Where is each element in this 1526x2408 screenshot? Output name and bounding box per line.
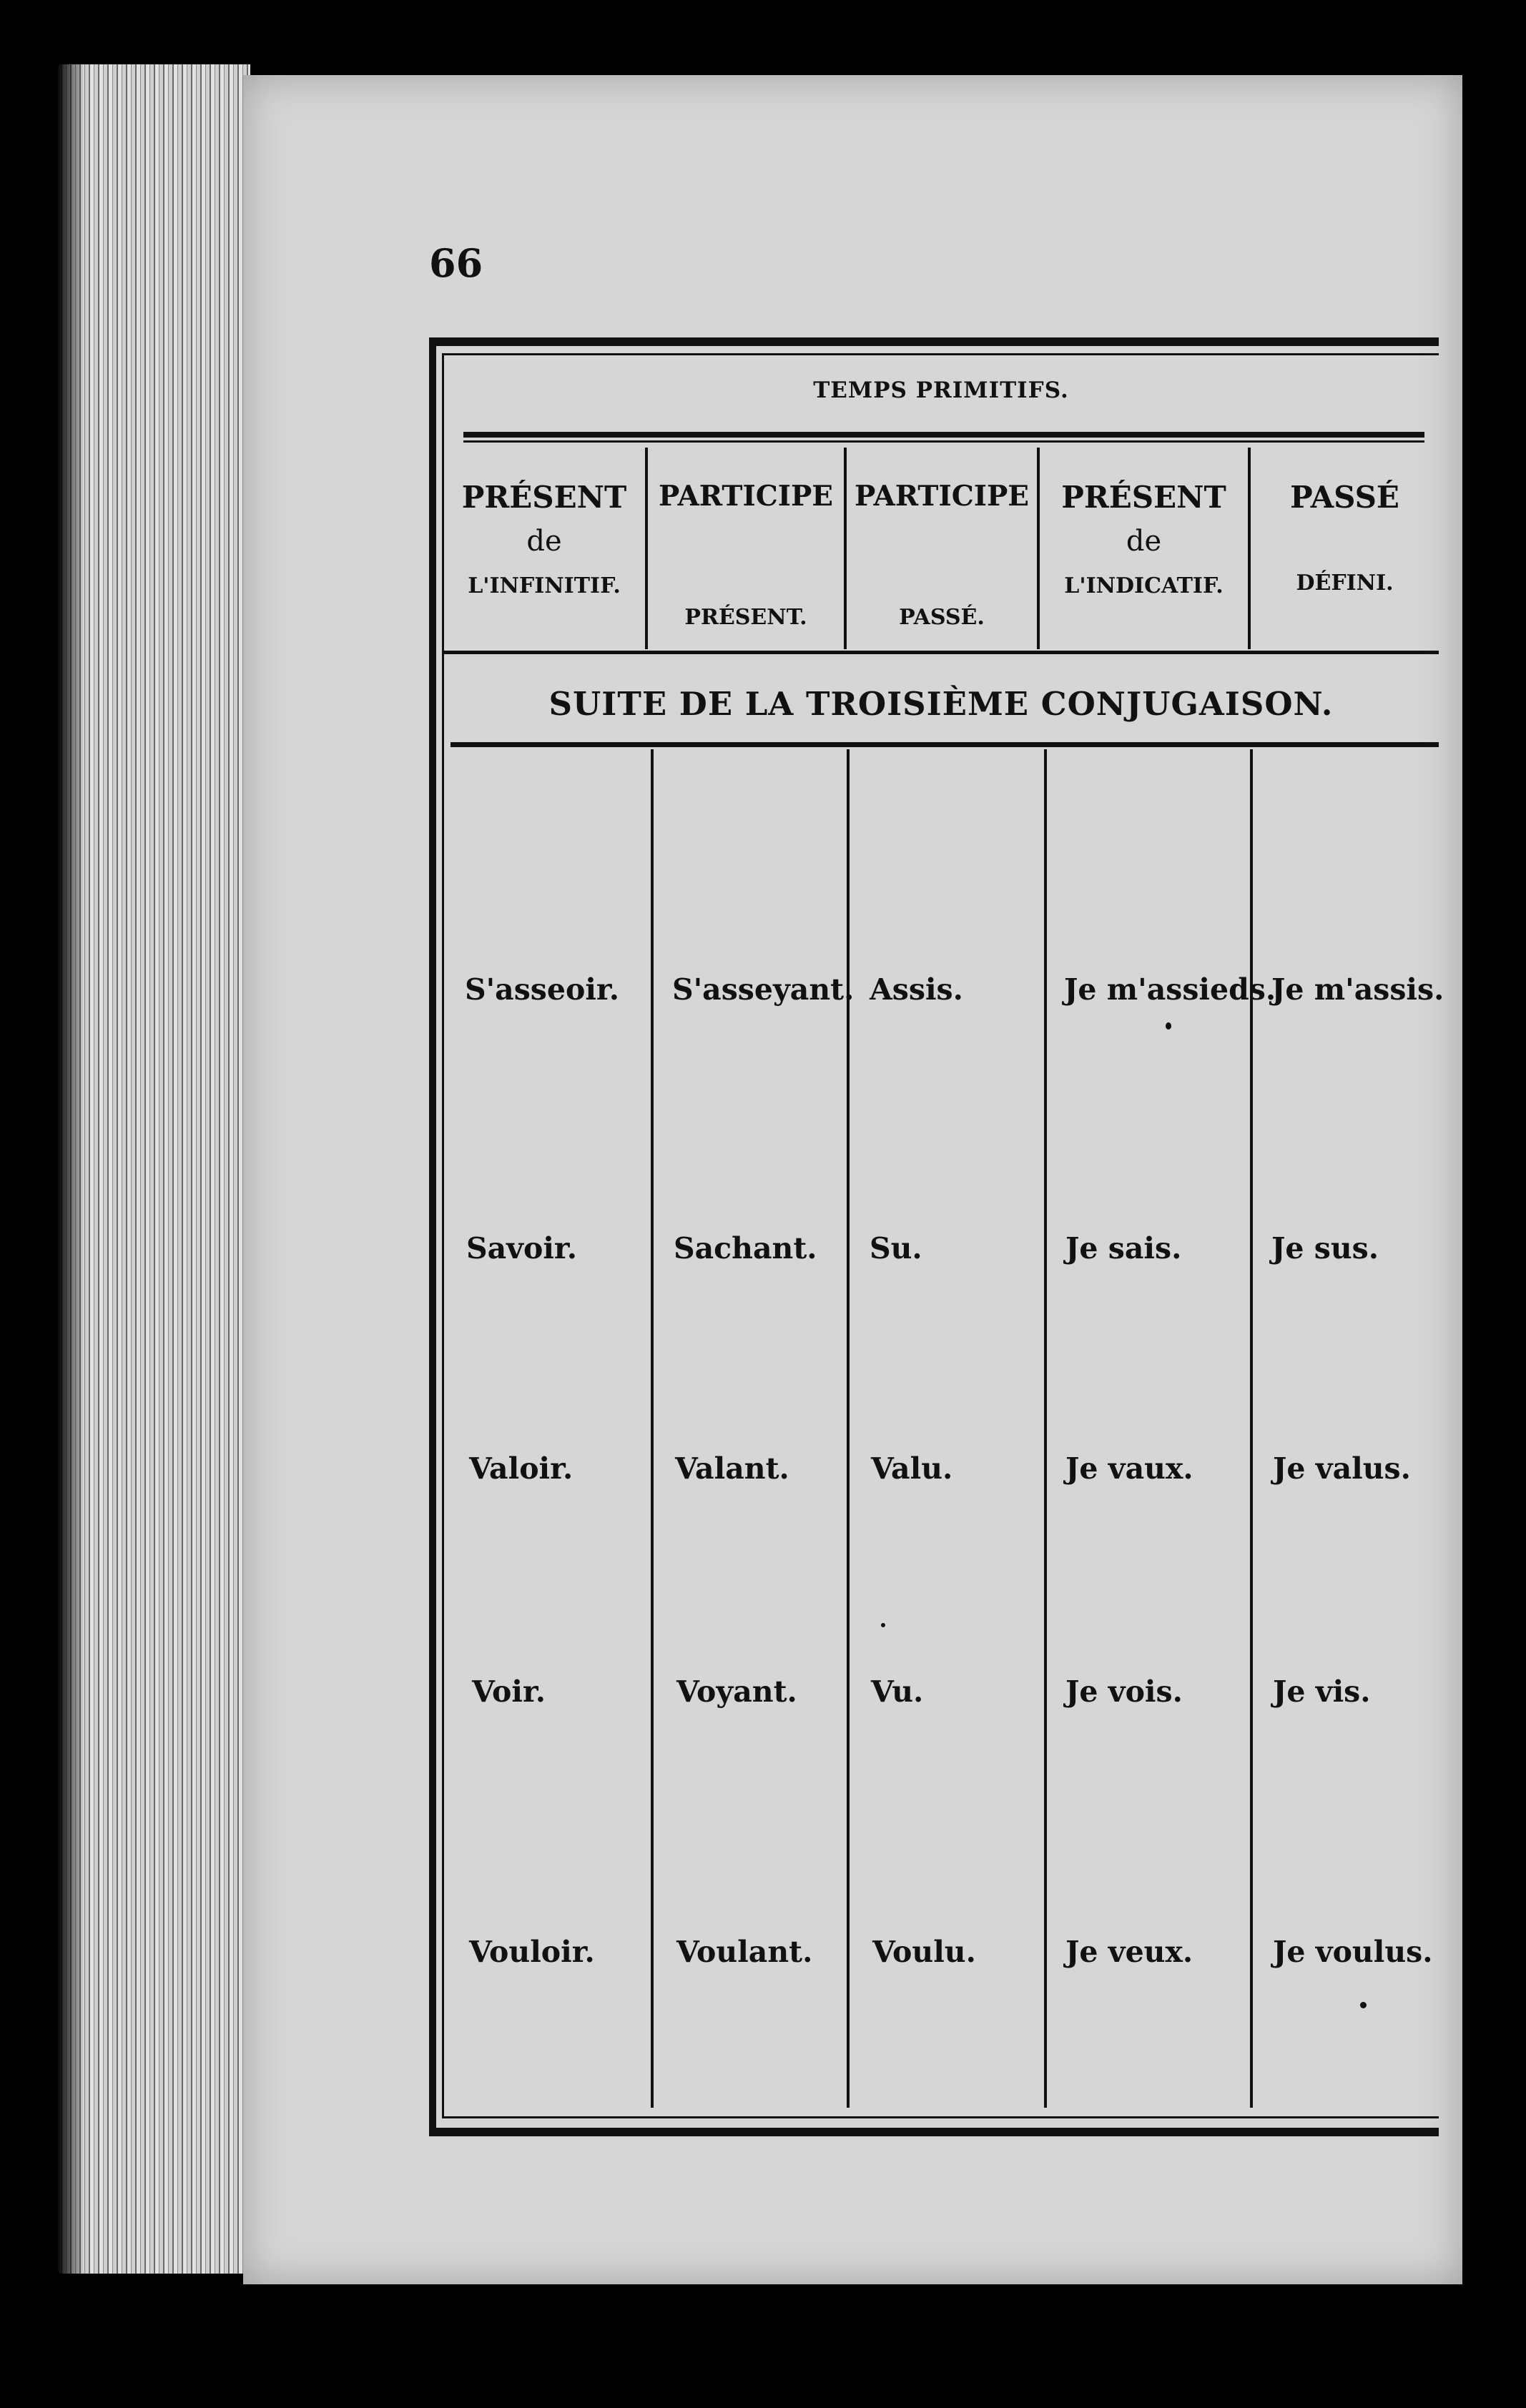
cell-participe-passe: Voulu.	[872, 1935, 976, 1969]
section-rule	[451, 742, 1439, 747]
body-divider	[1250, 749, 1253, 2108]
frame-inner-bottom-rule	[442, 2116, 1439, 2118]
cell-passe-defini: Je voulus.	[1273, 1935, 1433, 1969]
column-header-participe-passe	[847, 480, 1037, 630]
cell-passe-defini: Je m'assis.	[1271, 972, 1444, 1007]
cell-present-indicatif: Je veux.	[1065, 1935, 1193, 1969]
column-header-line1: PASSÉ	[1290, 480, 1399, 515]
page-number: 66	[429, 240, 483, 286]
cell-participe-passe: Assis.	[870, 972, 963, 1007]
body-divider	[847, 749, 850, 2108]
table-title: TEMPS PRIMITIFS.	[813, 378, 1069, 403]
cell-present-indicatif: Je m'assieds.	[1064, 972, 1276, 1007]
column-header-line1: PRÉSENT	[1061, 480, 1226, 515]
column-header-line1: PARTICIPE	[854, 480, 1030, 513]
column-header-indicatif	[1040, 480, 1248, 598]
column-header-infinitif	[443, 480, 645, 598]
ink-speck	[1166, 1022, 1171, 1030]
column-header-passe-defini	[1251, 480, 1439, 596]
column-header-line3: DÉFINI.	[1296, 571, 1394, 596]
cell-infinitif: Savoir.	[466, 1231, 578, 1265]
cell-passe-defini: Je sus.	[1271, 1231, 1379, 1265]
header-bottom-rule	[443, 651, 1439, 654]
body-divider	[1044, 749, 1047, 2108]
column-header-line2: de	[1126, 525, 1162, 558]
section-heading: SUITE DE LA TROISIÈME CONJUGAISON.	[548, 685, 1334, 723]
column-header-line3: PASSÉ.	[899, 605, 985, 630]
cell-participe-passe: Valu.	[871, 1451, 953, 1486]
column-header-line1: PARTICIPE	[658, 480, 834, 513]
cell-infinitif: Vouloir.	[469, 1935, 595, 1969]
cell-present-indicatif: Je vois.	[1065, 1674, 1183, 1709]
column-header-line3: L'INFINITIF.	[468, 573, 621, 598]
cell-infinitif: Valoir.	[469, 1451, 574, 1486]
cell-participe-present: Voyant.	[676, 1674, 797, 1709]
cell-participe-present: Sachant.	[674, 1231, 817, 1265]
cell-participe-passe: Su.	[870, 1231, 922, 1265]
book-page-edges	[57, 64, 250, 2274]
cell-participe-passe: Vu.	[871, 1674, 924, 1709]
cell-passe-defini: Je valus.	[1273, 1451, 1411, 1486]
frame-inner-left-rule	[442, 353, 444, 2116]
column-header-participe-present	[648, 480, 844, 630]
frame-inner-top-rule	[442, 353, 1439, 355]
cell-infinitif: S'asseoir.	[465, 972, 620, 1007]
column-header-line3: L'INDICATIF.	[1064, 573, 1224, 598]
title-rule	[463, 432, 1424, 438]
column-header-line1: PRÉSENT	[461, 480, 627, 515]
cell-passe-defini: Je vis.	[1273, 1674, 1371, 1709]
cell-present-indicatif: Je sais.	[1065, 1231, 1182, 1265]
body-divider	[651, 749, 654, 2108]
cell-infinitif: Voir.	[472, 1674, 546, 1709]
cell-present-indicatif: Je vaux.	[1065, 1451, 1193, 1486]
ink-speck	[1360, 2002, 1367, 2008]
cell-participe-present: Voulant.	[676, 1935, 813, 1969]
ink-speck	[881, 1623, 885, 1627]
cell-participe-present: Valant.	[675, 1451, 789, 1486]
column-header-line3: PRÉSENT.	[684, 605, 807, 630]
cell-participe-present: S'asseyant.	[672, 972, 855, 1007]
column-header-line2: de	[526, 525, 562, 558]
